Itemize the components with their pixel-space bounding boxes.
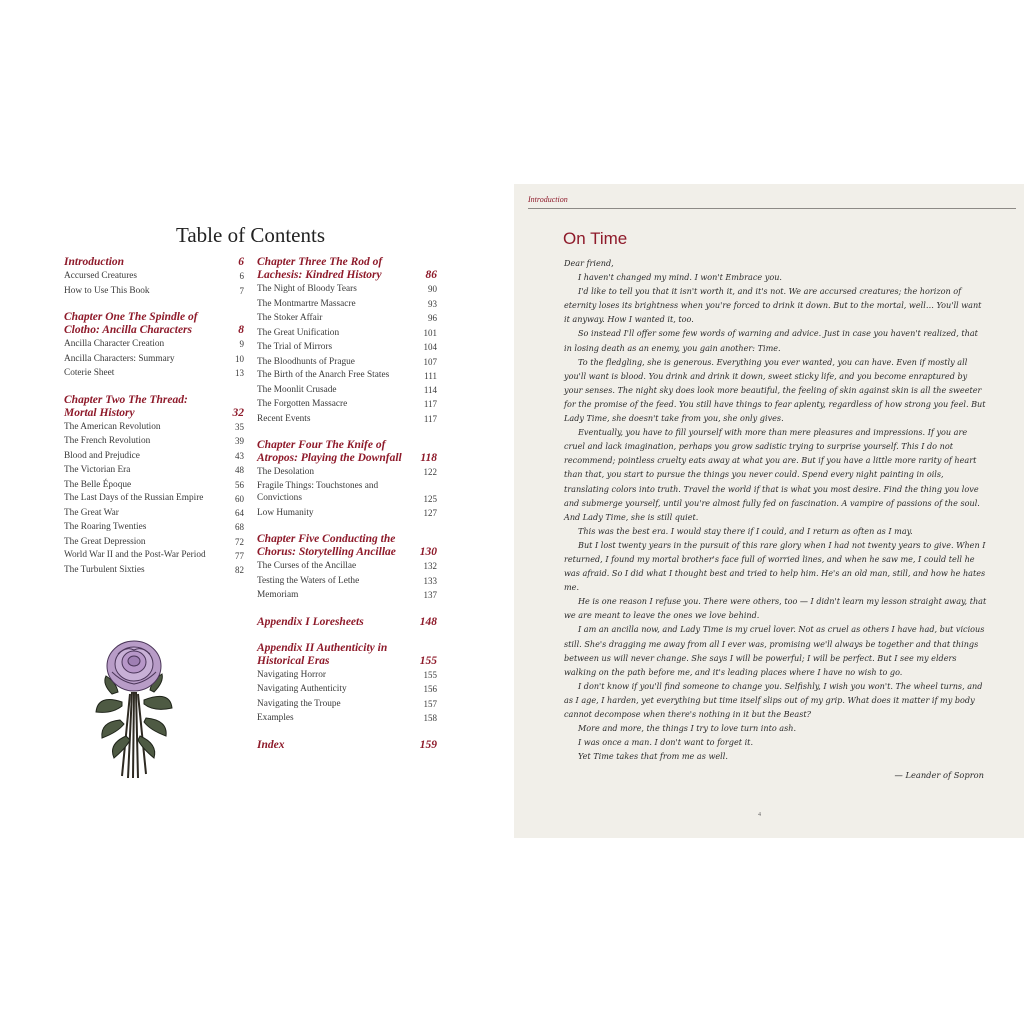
running-head: Introduction (528, 195, 568, 204)
toc-section (64, 256, 244, 298)
toc-item-page: 13 (235, 368, 244, 378)
toc-item[interactable] (64, 478, 244, 493)
toc-chapter-page: 32 (232, 406, 244, 419)
toc-item-label: The Great Unification (257, 327, 340, 338)
toc-item-label: The Bloodhunts of Prague (257, 356, 355, 367)
toc-item-label: The Victorian Era (64, 465, 131, 475)
toc-item-page: 35 (235, 421, 244, 432)
toc-item-page: 9 (239, 339, 244, 349)
toc-item-page: 6 (239, 271, 244, 281)
toc-item[interactable] (257, 559, 437, 574)
toc-item-label: Low Humanity (257, 507, 314, 518)
toc-item-page: 56 (235, 479, 244, 490)
toc-item-label: Ancilla Character Creation (64, 339, 165, 349)
toc-item-label: Accursed Creatures (64, 271, 138, 281)
toc-item[interactable] (64, 492, 244, 506)
toc-item-page: 48 (235, 465, 244, 475)
toc-item-page: 122 (423, 467, 437, 477)
toc-item-page: 117 (423, 413, 437, 424)
toc-section (64, 394, 244, 578)
letter-paragraph: More and more, the things I try to love turn into ash. (578, 723, 797, 734)
toc-chapter-page: 155 (419, 654, 437, 667)
letter-signature: — Leander of Sopron (894, 770, 984, 780)
toc-item[interactable] (64, 535, 244, 550)
introduction-letter-page (514, 184, 1024, 838)
toc-item[interactable] (257, 369, 437, 383)
toc-item[interactable] (64, 449, 244, 464)
toc-item-page: 39 (235, 436, 244, 446)
toc-chapter-entry[interactable] (64, 311, 244, 337)
toc-item-label: The French Revolution (64, 436, 151, 446)
toc-item[interactable] (64, 434, 244, 449)
toc-item-label: The Last Days of the Russian Empire (64, 493, 204, 503)
toc-item-label: The Birth of the Anarch Free States (257, 370, 390, 380)
toc-section (257, 642, 437, 726)
toc-chapter-title: Introduction (64, 256, 125, 268)
letter-paragraph: To the fledgling, she is generous. Everything you ever wanted, you can have. Even if mostly all you'll want is blood. You drink and drink it down, sweet sticky life, and you become enraptured by your senses. The night sky does look more beautiful, the feeling of skin against skin is all the sweeter for the promise of the feed. You still have things to fear aplenty, regardless of how strong you feel. But Lady Time, she doesn't take from you, she only gives. (564, 356, 986, 424)
toc-item-label: World War II and the Post-War Period (64, 550, 206, 560)
toc-item[interactable] (257, 297, 437, 312)
letter-paragraph: I don't know if you'll find someone to change you. Selfishly, I wish you won't. The wheel turns, and as I age, I harden, yet everything but time itself slips out of my grip. What does it matter if my body cannot decompose when there's nothing in it but the Beast? (564, 680, 983, 719)
toc-item[interactable] (64, 352, 244, 367)
toc-item-label: Ancilla Characters: Summary (64, 353, 175, 364)
toc-chapter-entry[interactable] (257, 739, 437, 752)
toc-column-right (257, 256, 437, 765)
toc-item-page: 77 (235, 551, 244, 561)
page-number: 4 (758, 812, 761, 818)
toc-chapter-page: 159 (419, 738, 437, 751)
toc-item-page: 155 (423, 669, 437, 680)
toc-item-page: 64 (235, 507, 244, 518)
toc-item[interactable] (257, 697, 437, 712)
toc-item-page: 114 (423, 384, 437, 395)
toc-chapter-page: 130 (419, 546, 437, 558)
toc-item-label: The Belle Époque (64, 479, 132, 490)
toc-item-label: The Turbulent Sixties (64, 564, 145, 575)
letter-paragraph: I am an ancilla now, and Lady Time is my cruel lover. Not as cruel as others I have had, but vicious still. She's dragging me away from all I ever was, promising we'll always be together and that things between us will never change. She says I will be powerful; I will be perfect. But I see my elders walking on the path before me, and it's leading places where I have no wish to go. (564, 624, 985, 677)
toc-item-page: 157 (423, 698, 437, 709)
toc-title: Table of Contents (176, 223, 325, 247)
toc-chapter-entry[interactable] (257, 642, 437, 668)
toc-item[interactable] (64, 463, 244, 478)
toc-item-label: How to Use This Book (64, 285, 150, 296)
toc-item-page: 117 (423, 399, 437, 409)
toc-item[interactable] (64, 506, 244, 521)
toc-item[interactable] (257, 574, 437, 589)
letter-title: On Time (563, 229, 628, 248)
toc-item-label: The Night of Bloody Tears (257, 284, 357, 294)
toc-chapter-title: Chapter Three The Rod of Lachesis: Kindred History (257, 256, 383, 281)
letter-paragraph: I was once a man. I don't want to forget it. (578, 737, 754, 748)
toc-item[interactable] (257, 383, 437, 398)
toc-chapter-entry[interactable] (257, 616, 437, 629)
toc-item[interactable] (257, 506, 437, 521)
toc-item-page: 133 (423, 575, 437, 586)
toc-item-page: 10 (235, 353, 244, 364)
toc-item-page: 101 (423, 327, 437, 338)
toc-item[interactable] (257, 311, 437, 326)
toc-item-label: Navigating the Troupe (257, 698, 341, 709)
toc-chapter-page: 6 (238, 256, 244, 268)
toc-chapter-page: 86 (425, 269, 437, 281)
toc-item-page: 125 (423, 494, 437, 504)
toc-item-label: The Stoker Affair (257, 313, 323, 323)
toc-item-page: 43 (235, 450, 244, 461)
toc-item-page: 104 (423, 342, 437, 352)
toc-section (257, 616, 437, 629)
toc-item[interactable] (257, 355, 437, 370)
toc-item-label: The Great Depression (64, 536, 146, 547)
toc-item-page: 82 (235, 564, 244, 575)
toc-item[interactable] (257, 668, 437, 683)
toc-chapter-title: Chapter Five Conducting the Chorus: Storytelling Ancillae (257, 533, 396, 558)
toc-item-page: 107 (423, 356, 437, 367)
toc-item-label: The Forgotten Massacre (257, 399, 348, 409)
toc-item[interactable] (257, 397, 437, 412)
letter-paragraphs (564, 270, 988, 763)
toc-item-page: 158 (423, 713, 437, 723)
toc-chapter-page: 148 (419, 615, 437, 628)
toc-item[interactable] (257, 465, 437, 480)
toc-item-page: 156 (423, 684, 437, 694)
toc-chapter-entry[interactable] (64, 256, 244, 269)
toc-item[interactable] (64, 284, 244, 299)
toc-item-page: 7 (239, 285, 244, 296)
toc-item-label: Testing the Waters of Lethe (257, 575, 360, 586)
toc-chapter-title: Chapter One The Spindle of Clotho: Ancilla Characters (64, 311, 198, 336)
toc-item[interactable] (64, 549, 244, 563)
toc-item-label: Navigating Horror (257, 669, 326, 680)
letter-paragraph: This was the best era. I would stay there if I could, and I return as often as I may. (578, 525, 913, 536)
toc-item[interactable] (257, 282, 437, 297)
toc-chapter-page: 118 (420, 452, 437, 464)
toc-section (257, 739, 437, 752)
toc-item-page: 111 (424, 371, 437, 381)
rose-illustration (92, 632, 174, 780)
toc-item-page: 127 (423, 507, 437, 518)
toc-item-label: Recent Events (257, 413, 311, 424)
toc-section (257, 439, 437, 520)
letter-body (564, 256, 988, 763)
toc-item[interactable] (257, 326, 437, 341)
toc-item[interactable] (64, 563, 244, 578)
toc-item[interactable] (257, 412, 437, 427)
toc-item[interactable] (257, 682, 437, 697)
toc-item-page: 93 (428, 298, 437, 309)
toc-section (257, 533, 437, 603)
toc-item[interactable] (257, 711, 437, 726)
toc-item[interactable] (64, 420, 244, 435)
toc-item-label: Fragile Things: Touchstones and Convictions (257, 480, 379, 503)
toc-item-label: Examples (257, 713, 294, 723)
toc-item[interactable] (64, 269, 244, 284)
toc-item[interactable] (257, 340, 437, 355)
letter-paragraph: I haven't changed my mind. I won't Embrace you. (578, 272, 782, 283)
toc-chapter-entry[interactable] (64, 394, 244, 420)
toc-chapter-title: Chapter Two The Thread: Mortal History (64, 393, 188, 419)
toc-item-label: Memoriam (257, 590, 299, 600)
toc-item-label: The Trial of Mirrors (257, 342, 333, 352)
toc-chapter-title: Index (257, 738, 285, 751)
toc-chapter-title: Appendix I Loresheets (257, 615, 364, 628)
toc-item-page: 132 (423, 561, 437, 571)
toc-column-left (64, 256, 244, 590)
toc-item[interactable] (64, 337, 244, 352)
header-rule (528, 208, 1016, 209)
letter-paragraph: Yet Time takes that from me as well. (578, 751, 728, 762)
toc-item-page: 137 (423, 590, 437, 600)
toc-chapter-page: 8 (238, 324, 244, 336)
toc-item-label: The Desolation (257, 467, 315, 477)
toc-section (257, 256, 437, 426)
toc-item[interactable] (257, 588, 437, 603)
toc-item-label: The Moonlit Crusade (257, 384, 337, 395)
toc-chapter-title: Chapter Four The Knife of Atropos: Playing the Downfall (257, 439, 402, 464)
letter-greeting: Dear friend, (564, 258, 614, 268)
letter-paragraph: I'd like to tell you that it isn't worth it, and it's not. We are accursed creatures; the horizon of eternity loses its brightness when you're forced to drink it down. But to the mortal, well… You'll want it anyway. How I wanted it, too. (564, 286, 982, 325)
toc-section (64, 311, 244, 381)
toc-item-label: Blood and Prejudice (64, 450, 140, 461)
toc-item[interactable] (257, 480, 437, 506)
toc-item-label: The Great War (64, 507, 119, 518)
toc-item[interactable] (64, 520, 244, 535)
toc-item-label: The American Revolution (64, 421, 161, 432)
toc-item-label: The Montmartre Massacre (257, 298, 356, 309)
letter-paragraph: He is one reason I refuse you. There were others, too — I didn't learn my lesson straight away, that we are meant to leave the ones we love behind. (564, 596, 987, 621)
toc-item-page: 60 (235, 494, 244, 504)
letter-paragraph: So instead I'll offer some few words of warning and advice. Just in case you haven't realized, that in losing death as an enemy, you gain another: Time. (564, 328, 978, 353)
toc-chapter-title: Appendix II Authenticity in Historical Eras (257, 641, 388, 667)
toc-item-page: 68 (235, 522, 244, 532)
toc-item[interactable] (64, 366, 244, 381)
toc-item-page: 72 (235, 536, 244, 547)
toc-item-label: Coterie Sheet (64, 368, 115, 378)
toc-item-label: Navigating Authenticity (257, 684, 347, 694)
letter-paragraph: But I lost twenty years in the pursuit of this rare glory when I had not twenty years to give. When I returned, I found my mortal brother's face full of worried lines, and when he saw me, I could tell he was afraid. So I did what I thought best and tried to help him. He's an old man, still, and how he hates me. (564, 539, 986, 593)
toc-chapter-entry[interactable] (257, 533, 437, 559)
toc-item-label: The Curses of the Ancillae (257, 561, 357, 571)
table-of-contents-page (0, 0, 500, 1024)
toc-item-page: 90 (428, 284, 437, 294)
toc-item-label: The Roaring Twenties (64, 522, 147, 532)
toc-chapter-entry[interactable] (257, 256, 437, 282)
toc-item-page: 96 (428, 313, 437, 323)
toc-chapter-entry[interactable] (257, 439, 437, 465)
letter-paragraph: Eventually, you have to fill yourself with more than mere pleasures and impressions. If you are cruel and lack imagination, perhaps you grow sadistic trying to surprise yourself. This I do not recommend; pointless cruelty eats away at what you are. But if you have a little more rarity of heart than that, you start to pursue the things you never could. Spend every night painting in oils, translating colors into truth. Travel the world if that is what you most desire. Find the thing you love and submerge yourself, until you're almost fully fed on fascination. A vampire of passions of the soul. And Lady Time, she is still quiet. (564, 427, 980, 522)
